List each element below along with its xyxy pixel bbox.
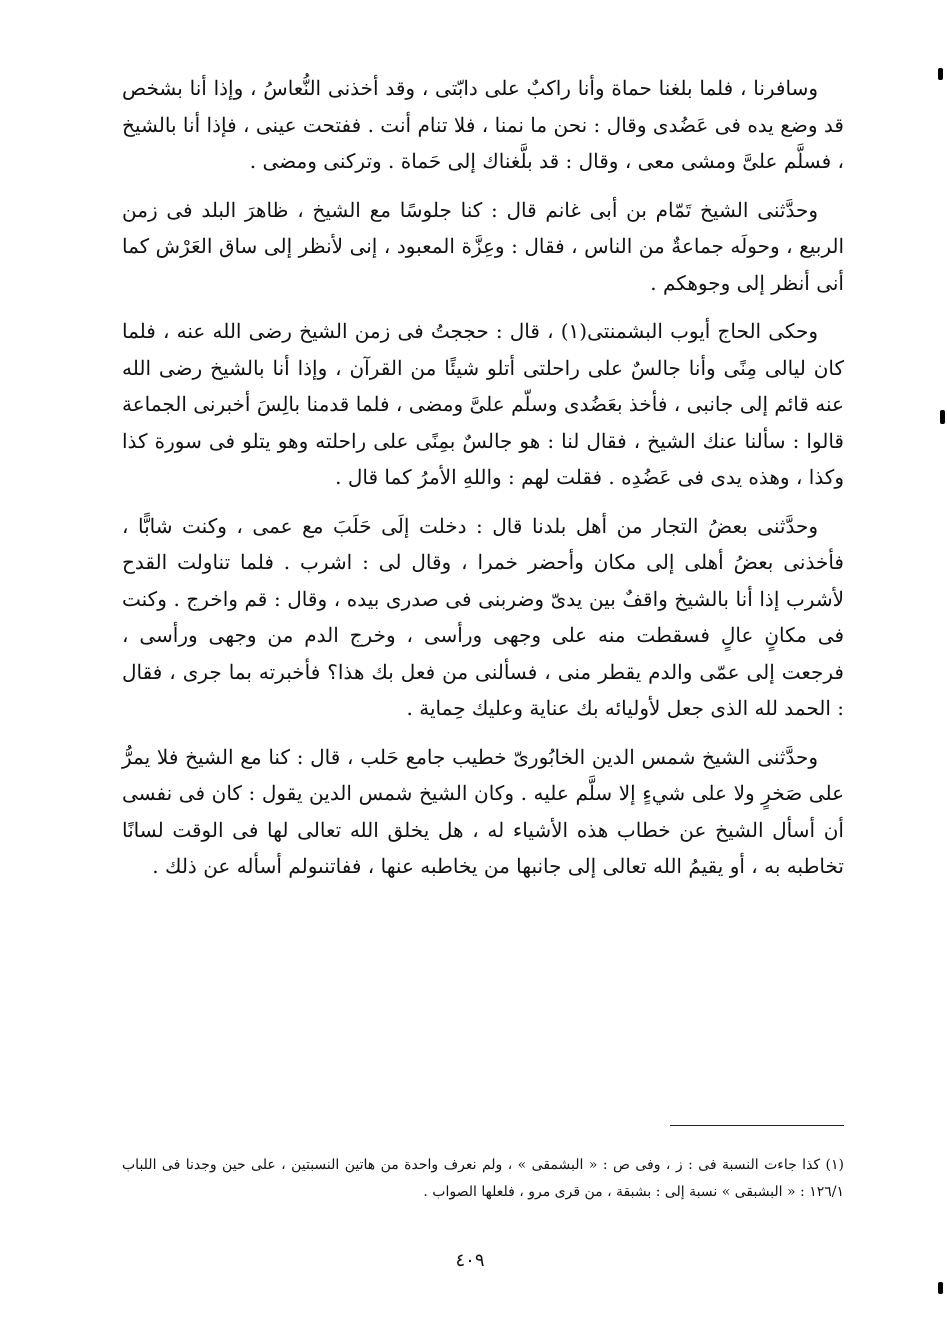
footnote: (١) كذا جاءت النسبة فى : ز ، وفى ص : « البشمقى » ، ولم نعرف واحدة من هاتين النسبتين ، على حين وجدنا فى اللباب ١٢٦/١ : « البشبقى » نسبة إلى : بشبقة ، من قرى مرو ، فلعلها الصواب . bbox=[122, 1157, 844, 1200]
paragraph: وحكى الحاج أيوب البشمنتى(١) ، قال : حججتُ فى زمن الشيخ رضى الله عنه ، فلما كان ليالى مِنًى وأنا جالسٌ على راحلتى أتلو شيئًا من القرآن ، وإذا أنا بالشيخ رضى الله عنه قائم إلى جانبى ، فأخذ بعَضُدى وسلّم علىَّ ومضى ، فلما قدمنا بالِسَ أخبرنى الجماعة قالوا : سألنا عنك الشيخ ، فقال لنا : هو جالسٌ بمِنًى على راحلته وهو يتلو فى سورة كذا وكذا ، وهذه يدى فى عَضُدِه . فقلت لهم : واللهِ الأمرُ كما قال . bbox=[122, 319, 844, 489]
footnote-separator bbox=[670, 1125, 844, 1126]
scan-edge-mark bbox=[938, 68, 943, 80]
page-number: ٤٠٩ bbox=[455, 1250, 485, 1271]
paragraph: وحدَّثنى بعضُ التجار من أهل بلدنا قال : دخلت إلَى حَلَبَ مع عمى ، وكنت شابًّا ، فأخذنى بعضُ أهلى إلى مكان وأحضر خمرا ، وقال لى : اشرب . فلما تناولت القدح لأشرب إذا أنا بالشيخ واقفٌ بين يدىّ وضربنى فى صدرى بيده ، وقال : قم واخرج . وكنت فى مكانٍ عالٍ فسقطت منه على وجهى ورأسى ، وخرج الدم من وجهى ورأسى ، فرجعت إلى عمّى والدم يقطر منى ، فسألنى من فعل بك هذا؟ فأخبرته بما جرى ، فقال : الحمد لله الذى جعل لأوليائه بك عناية وعليك حِماية . bbox=[122, 513, 844, 720]
paragraph: وحدَّثنى الشيخ شمس الدين الخابُورىّ خطيب جامع حَلب ، قال : كنا مع الشيخ فلا يمرُّ على صَخرٍ ولا على شيءٍ إلا سلَّم عليه . وكان الشيخ شمس الدين يقول : كان فى نفسى أن أسأل الشيخ عن خطاب هذه الأشياء له ، هل يخلق الله تعالى لها فى الوقت لسانًا تخاطبه به ، أو يقيمُ الله تعالى إلى جانبها من يخاطبه عنها ، ففاتنىولم أسأله عن ذلك . bbox=[122, 744, 844, 878]
scan-edge-mark bbox=[940, 410, 945, 424]
paragraph: وحدَّثنى الشيخ تَمّام بن أبى غانم قال : كنا جلوسًا مع الشيخ ، ظاهرَ البلد فى زمن الربيع ، وحولَه جماعةٌ من الناس ، فقال : وعِزَّة المعبود ، إنى لأنظر إلى ساق العَرْش كما أنى أنظر إلى وجوهكم . bbox=[122, 197, 844, 295]
paragraph: وسافرنا ، فلما بلغنا حماة وأنا راكبٌ على دابّتى ، وقد أخذنى النُّعاسُ ، وإذا أنا بشخص قد وضع يده فى عَضُدى وقال : نحن ما نمنا ، فلا تنام أنت . ففتحت عينى ، فإذا أنا بالشيخ ، فسلَّم علىَّ ومشى معى ، وقال : قد بلَّغناك إلى حَماة . وتركنى ومضى . bbox=[122, 76, 844, 173]
scan-edge-mark bbox=[938, 1282, 943, 1294]
main-text bbox=[122, 70, 844, 885]
